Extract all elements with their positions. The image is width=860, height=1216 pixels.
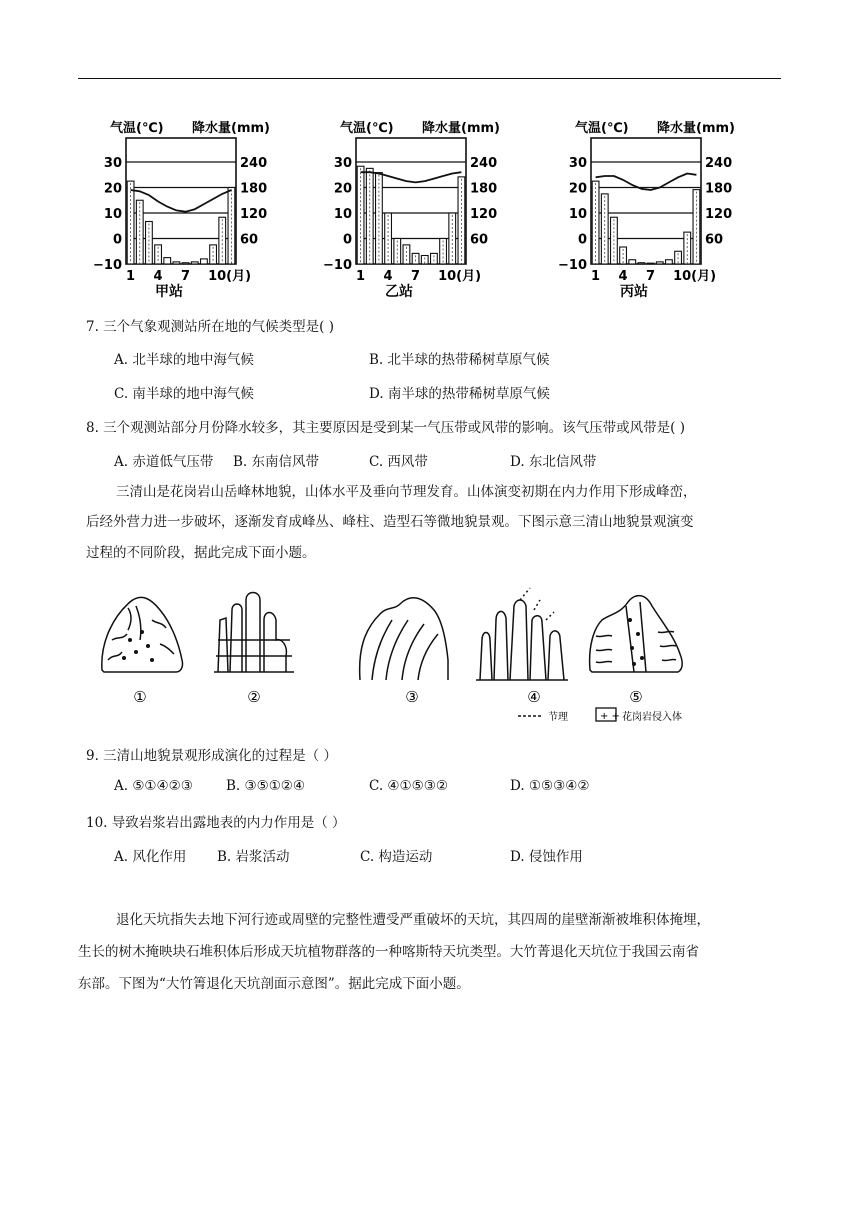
climate-chart-jia bbox=[88, 110, 288, 300]
precip-axis-label: 降水量(mm) bbox=[192, 121, 270, 136]
question-9-option-b: B. ③⑤①②④ bbox=[226, 778, 306, 794]
temp-axis-label: 气温(℃) bbox=[340, 121, 394, 136]
precip-tick-label: 240 bbox=[470, 156, 498, 171]
temp-axis-label: 气温(℃) bbox=[575, 121, 629, 136]
landform-label: ④ bbox=[527, 688, 541, 706]
climate-chart-svg bbox=[318, 110, 518, 300]
temp-tick-label: −10 bbox=[93, 258, 122, 273]
precip-tick-label: 120 bbox=[470, 207, 498, 222]
climate-chart-yi bbox=[318, 110, 518, 300]
precip-bar bbox=[164, 258, 171, 264]
precip-bar bbox=[191, 262, 198, 264]
precip-bar bbox=[412, 253, 419, 264]
question-8-option-b: B. 东南信风带 bbox=[233, 454, 320, 470]
temp-axis-label: 气温(℃) bbox=[110, 121, 164, 136]
precip-bar bbox=[656, 262, 663, 264]
precip-bar bbox=[431, 253, 438, 264]
month-tick-label: 7 bbox=[646, 269, 656, 284]
temp-tick-label: 0 bbox=[112, 232, 122, 248]
question-10-option-c: C. 构造运动 bbox=[360, 849, 433, 865]
question-10-option-b: B. 岩浆活动 bbox=[217, 849, 290, 865]
climate-chart-bing bbox=[553, 110, 753, 300]
question-7-option-b: B. 北半球的热带稀树草原气候 bbox=[369, 352, 550, 368]
temp-tick-label: −10 bbox=[558, 258, 587, 273]
temp-tick-label: 30 bbox=[103, 156, 122, 171]
month-tick-label: 1 bbox=[126, 269, 136, 284]
precip-bar bbox=[376, 173, 383, 264]
temp-tick-label: 30 bbox=[568, 156, 587, 171]
temp-tick-label: 30 bbox=[333, 156, 352, 171]
landform-label: ① bbox=[133, 688, 147, 706]
month-tick-label: 4 bbox=[383, 269, 393, 284]
legend-granite-label: 花岗岩侵入体 bbox=[622, 712, 682, 723]
question-9-option-d: D. ①⑤③④② bbox=[510, 778, 590, 794]
temperature-curve bbox=[131, 190, 232, 212]
temp-tick-label: 10 bbox=[103, 207, 122, 222]
question-7-option-a: A. 北半球的地中海气候 bbox=[114, 352, 254, 368]
month-tick-label: 10(月) bbox=[673, 269, 717, 284]
month-tick-label: 7 bbox=[181, 269, 191, 284]
month-tick-label: 1 bbox=[356, 269, 366, 284]
month-tick-label: 10(月) bbox=[208, 269, 252, 284]
precip-bar bbox=[666, 260, 673, 264]
passage-1-line: 过程的不同阶段，据此完成下面小题。 bbox=[86, 545, 316, 561]
passage-1-line: 三清山是花岗岩山岳峰林地貌，山体水平及垂向节理发育。山体演变初期在内力作用下形成峰峦， bbox=[116, 484, 697, 500]
precip-tick-label: 120 bbox=[240, 207, 268, 222]
station-name: 丙站 bbox=[620, 284, 648, 300]
precip-bar bbox=[638, 263, 645, 264]
question-8-option-d: D. 东北信风带 bbox=[510, 454, 597, 470]
question-10-stem: 10. 导致岩浆岩出露地表的内力作用是（ ） bbox=[86, 815, 346, 831]
month-tick-label: 10(月) bbox=[438, 269, 482, 284]
temp-tick-label: −10 bbox=[323, 258, 352, 273]
question-7-stem: 7. 三个气象观测站所在地的气候类型是( ) bbox=[86, 319, 334, 335]
legend-joint-label: 节理 bbox=[548, 712, 568, 723]
landform-stage-5 bbox=[590, 596, 683, 672]
precip-tick-label: 180 bbox=[470, 181, 498, 197]
question-7-option-d: D. 南半球的热带稀树草原气候 bbox=[369, 386, 550, 402]
precip-tick-label: 180 bbox=[705, 181, 733, 197]
precip-tick-label: 180 bbox=[240, 181, 268, 197]
month-tick-label: 4 bbox=[618, 269, 628, 284]
landform-stage-1 bbox=[102, 597, 183, 672]
granite-legend-plus: + + bbox=[600, 711, 620, 722]
temp-tick-label: 10 bbox=[568, 207, 587, 222]
precip-tick-label: 240 bbox=[705, 156, 733, 171]
precip-bar bbox=[182, 263, 189, 264]
temp-tick-label: 0 bbox=[342, 232, 352, 248]
precip-axis-label: 降水量(mm) bbox=[657, 121, 735, 136]
precip-axis-label: 降水量(mm) bbox=[422, 121, 500, 136]
landform-svg bbox=[90, 580, 730, 730]
question-9-option-c: C. ④①⑤③② bbox=[369, 778, 448, 794]
landform-stage-2 bbox=[214, 593, 294, 673]
question-8-stem: 8. 三个观测站部分月份降水较多，其主要原因是受到某一气压带或风带的影响。该气压带或风带是( ) bbox=[86, 420, 685, 436]
month-tick-label: 1 bbox=[591, 269, 601, 284]
passage-2-line: 东部。下图为“大竹箐退化天坑剖面示意图”。据此完成下面小题。 bbox=[78, 976, 470, 992]
month-tick-label: 4 bbox=[153, 269, 163, 284]
station-name: 甲站 bbox=[155, 284, 183, 300]
question-8-option-c: C. 西风带 bbox=[369, 454, 428, 470]
temp-tick-label: 20 bbox=[103, 181, 122, 197]
precip-tick-label: 60 bbox=[705, 232, 724, 248]
question-9-option-a: A. ⑤①④②③ bbox=[114, 778, 193, 794]
precip-bar bbox=[201, 259, 208, 264]
question-10-option-d: D. 侵蚀作用 bbox=[510, 849, 583, 865]
question-9-stem: 9. 三清山地貌景观形成演化的过程是（ ） bbox=[86, 748, 337, 764]
precip-tick-label: 240 bbox=[240, 156, 268, 171]
climate-chart-svg bbox=[88, 110, 288, 300]
temp-tick-label: 10 bbox=[333, 207, 352, 222]
precip-tick-label: 60 bbox=[240, 232, 259, 248]
landform-label: ② bbox=[247, 688, 261, 706]
landform-evolution-figure bbox=[90, 580, 730, 730]
question-7-option-c: C. 南半球的地中海气候 bbox=[114, 386, 254, 402]
temp-tick-label: 0 bbox=[577, 232, 587, 248]
precip-tick-label: 120 bbox=[705, 207, 733, 222]
landform-label: ⑤ bbox=[629, 688, 643, 706]
precip-bar bbox=[629, 260, 636, 264]
precip-bar bbox=[647, 263, 654, 264]
passage-1-line: 后经外营力进一步破坏，逐渐发育成峰丛、峰柱、造型石等微地貌景观。下图示意三清山地貌景观演变 bbox=[86, 514, 694, 530]
question-10-option-a: A. 风化作用 bbox=[114, 849, 187, 865]
header-rule bbox=[78, 78, 781, 79]
passage-2-line: 退化天坑指失去地下河行迹或周壁的完整性遭受严重破坏的天坑，其四周的崖壁渐渐被堆积体掩埋， bbox=[116, 912, 710, 928]
climate-chart-svg bbox=[553, 110, 753, 300]
precip-bar bbox=[173, 262, 180, 264]
precip-tick-label: 60 bbox=[470, 232, 489, 248]
station-name: 乙站 bbox=[385, 284, 413, 300]
month-tick-label: 7 bbox=[411, 269, 421, 284]
landform-stage-3 bbox=[360, 598, 448, 680]
temp-tick-label: 20 bbox=[333, 181, 352, 197]
question-8-option-a: A. 赤道低气压带 bbox=[114, 454, 214, 470]
landform-stage-4 bbox=[476, 588, 568, 680]
temp-tick-label: 20 bbox=[568, 181, 587, 197]
landform-label: ③ bbox=[405, 688, 419, 706]
passage-2-line: 生长的树木掩映块石堆积体后形成天坑植物群落的一种喀斯特天坑类型。大竹菁退化天坑位于我国云南省 bbox=[78, 944, 699, 960]
